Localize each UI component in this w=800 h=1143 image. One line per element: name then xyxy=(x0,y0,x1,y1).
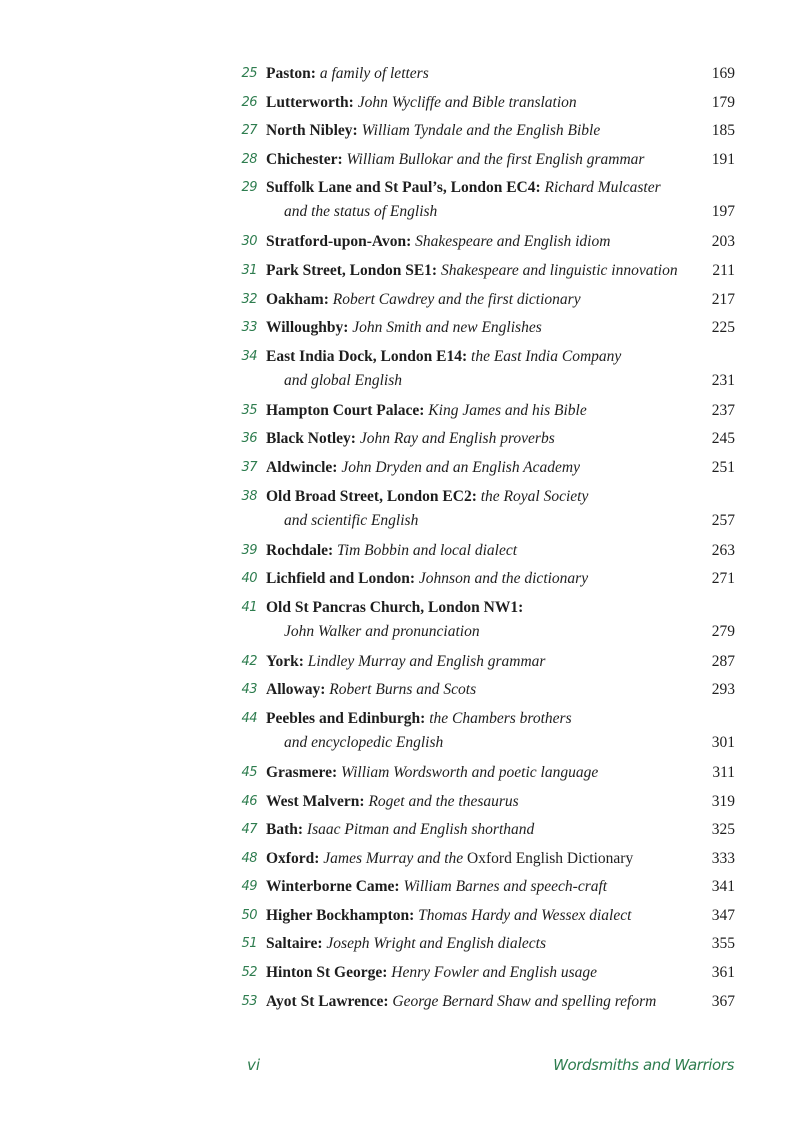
chapter-title xyxy=(266,539,685,563)
chapter-number: 47 xyxy=(241,822,257,838)
chapter-number: 30 xyxy=(241,234,257,250)
page-number: 179 xyxy=(711,93,735,111)
chapter-place: Chichester: xyxy=(266,150,343,168)
page-number: 279 xyxy=(711,622,735,640)
chapter-subject: Shakespeare and English idiom xyxy=(415,233,611,251)
chapter-subject: James Murray and the xyxy=(323,849,464,867)
chapter-subject: Joseph Wright and English dialects xyxy=(326,935,546,953)
chapter-number: 36 xyxy=(241,431,257,447)
toc-entry xyxy=(240,345,737,393)
chapter-subject: William Wordsworth and poetic language xyxy=(341,763,599,781)
chapter-title xyxy=(266,761,685,785)
chapter-number: 37 xyxy=(241,459,257,475)
chapter-place: Suffolk Lane and St Paul’s, London EC4: xyxy=(266,179,541,197)
chapter-number: 48 xyxy=(241,850,257,866)
toc-entry xyxy=(240,875,737,899)
chapter-number: 43 xyxy=(241,682,257,698)
chapter-subject: Robert Burns and Scots xyxy=(329,681,477,699)
chapter-place: Hinton St George: xyxy=(266,964,388,982)
page-number: 191 xyxy=(711,150,735,168)
chapter-subject: Henry Fowler and English usage xyxy=(391,964,598,982)
chapter-subject: King James and his Bible xyxy=(428,401,587,419)
chapter-place: York: xyxy=(266,652,304,670)
chapter-subject: William Tyndale and the English Bible xyxy=(361,122,601,140)
chapter-place: Park Street, London SE1: xyxy=(266,261,438,279)
chapter-title xyxy=(266,707,685,755)
page-number: 257 xyxy=(711,511,735,529)
toc-entry xyxy=(240,818,737,842)
chapter-subject: the Royal Society xyxy=(480,487,589,505)
chapter-number: 25 xyxy=(241,66,257,81)
chapter-number: 38 xyxy=(241,488,257,504)
page-number: 231 xyxy=(711,371,735,389)
chapter-number: 51 xyxy=(241,936,257,952)
chapter-place: Oakham: xyxy=(266,290,329,308)
chapter-title xyxy=(266,678,685,702)
chapter-title xyxy=(266,259,685,283)
chapter-subject: Roget and the thesaurus xyxy=(368,792,519,810)
chapter-title xyxy=(266,596,685,644)
chapter-number: 29 xyxy=(241,180,257,196)
chapter-title xyxy=(266,847,685,871)
chapter-number: 35 xyxy=(241,402,257,418)
chapter-subject-continued: and global English xyxy=(284,371,402,389)
chapter-place: Bath: xyxy=(266,821,304,839)
toc-entry xyxy=(240,176,737,224)
chapter-title xyxy=(266,230,685,254)
chapter-place: Rochdale: xyxy=(266,541,334,559)
chapter-title xyxy=(266,961,685,985)
toc-entry xyxy=(240,456,737,480)
chapter-subject: Johnson and the dictionary xyxy=(418,570,589,588)
chapter-subject-roman: Oxford English Dictionary xyxy=(467,849,634,867)
toc-entry xyxy=(240,904,737,928)
toc-entry xyxy=(240,316,737,340)
toc-entry xyxy=(240,596,737,644)
chapter-title xyxy=(266,91,685,115)
chapter-title xyxy=(266,485,685,533)
chapter-title xyxy=(266,790,685,814)
page-number: 293 xyxy=(711,681,735,699)
chapter-place: Saltaire: xyxy=(266,935,323,953)
chapter-subject-continued: and scientific English xyxy=(284,511,419,529)
chapter-title xyxy=(266,875,685,899)
page-number: 301 xyxy=(711,733,735,751)
chapter-title xyxy=(266,904,685,928)
page-number: 217 xyxy=(711,290,735,308)
page-number: 169 xyxy=(711,65,735,82)
chapter-title xyxy=(266,456,685,480)
chapter-subject-continued: and the status of English xyxy=(284,203,438,221)
chapter-title xyxy=(266,650,685,674)
toc-entry xyxy=(240,761,737,785)
chapter-place: Alloway: xyxy=(266,681,326,699)
toc-entry xyxy=(240,230,737,254)
chapter-subject: Richard Mulcaster xyxy=(544,179,661,197)
page-number: 185 xyxy=(711,122,735,140)
page-number: 361 xyxy=(711,964,735,982)
toc-entry xyxy=(240,650,737,674)
toc-entry xyxy=(240,790,737,814)
chapter-place: Black Notley: xyxy=(266,430,356,448)
chapter-number: 41 xyxy=(241,599,257,615)
chapter-number: 53 xyxy=(241,993,257,1009)
chapter-place: North Nibley: xyxy=(266,122,358,140)
chapter-title xyxy=(266,345,685,393)
page-number: 237 xyxy=(711,401,735,419)
footer-book-title: Wordsmiths and Warriors xyxy=(553,1056,734,1074)
chapter-number: 52 xyxy=(241,965,257,981)
chapter-place: Ayot St Lawrence: xyxy=(266,992,389,1010)
chapter-subject-continued: John Walker and pronunciation xyxy=(284,622,480,640)
chapter-number: 49 xyxy=(241,879,257,895)
chapter-number: 42 xyxy=(241,653,257,669)
chapter-title xyxy=(266,119,685,143)
page-number: 341 xyxy=(711,878,735,896)
page-number: 319 xyxy=(711,792,735,810)
chapter-subject: Shakespeare and linguistic innovation xyxy=(440,261,678,279)
chapter-title xyxy=(266,818,685,842)
toc-entry xyxy=(240,399,737,423)
chapter-number: 39 xyxy=(241,542,257,558)
chapter-title xyxy=(266,148,685,172)
chapter-subject: Robert Cawdrey and the first dictionary xyxy=(332,290,581,308)
chapter-place: Higher Bockhampton: xyxy=(266,906,415,924)
chapter-place: East India Dock, London E14: xyxy=(266,347,468,365)
chapter-title xyxy=(266,316,685,340)
chapter-subject: Tim Bobbin and local dialect xyxy=(337,541,518,559)
chapter-place: West Malvern: xyxy=(266,792,365,810)
chapter-place: Paston: xyxy=(266,65,316,82)
chapter-number: 32 xyxy=(241,291,257,307)
chapter-number: 34 xyxy=(241,348,257,364)
chapter-subject: Thomas Hardy and Wessex dialect xyxy=(418,906,632,924)
toc-entry xyxy=(240,119,737,143)
toc-entry xyxy=(240,427,737,451)
page-number: 367 xyxy=(711,992,735,1010)
toc-entry xyxy=(240,62,737,86)
page-number: 311 xyxy=(712,763,735,781)
toc-entry xyxy=(240,288,737,312)
toc-entry xyxy=(240,259,737,283)
chapter-title xyxy=(266,62,685,86)
toc-entry xyxy=(240,485,737,533)
chapter-title xyxy=(266,427,685,451)
chapter-number: 28 xyxy=(241,151,257,167)
chapter-title xyxy=(266,399,685,423)
chapter-title xyxy=(266,567,685,591)
page-number: 263 xyxy=(711,541,735,559)
chapter-place: Hampton Court Palace: xyxy=(266,401,425,419)
toc-entry xyxy=(240,678,737,702)
chapter-subject: a family of letters xyxy=(319,65,429,82)
chapter-subject: George Bernard Shaw and spelling reform xyxy=(392,992,657,1010)
chapter-title xyxy=(266,932,685,956)
chapter-number: 44 xyxy=(241,710,257,726)
chapter-number: 31 xyxy=(241,262,257,278)
toc-entry xyxy=(240,990,737,1014)
toc-entry xyxy=(240,707,737,755)
chapter-number: 50 xyxy=(241,907,257,923)
chapter-place: Willoughby: xyxy=(266,319,349,337)
page-number: 333 xyxy=(711,849,735,867)
toc-entry xyxy=(240,932,737,956)
toc-entry xyxy=(240,961,737,985)
page-number: 325 xyxy=(711,821,735,839)
page-number: 225 xyxy=(711,319,735,337)
page-number: 287 xyxy=(711,652,735,670)
chapter-place: Old Broad Street, London EC2: xyxy=(266,487,477,505)
chapter-number: 46 xyxy=(241,793,257,809)
chapter-subject: John Dryden and an English Academy xyxy=(341,458,580,476)
page-number: 211 xyxy=(712,261,735,279)
chapter-subject: Lindley Murray and English grammar xyxy=(307,652,546,670)
chapter-subject-continued: and encyclopedic English xyxy=(284,733,444,751)
chapter-number: 27 xyxy=(241,123,257,139)
toc-entry xyxy=(240,91,737,115)
chapter-place: Oxford: xyxy=(266,849,320,867)
chapter-subject: John Wycliffe and Bible translation xyxy=(357,93,577,111)
chapter-place: Grasmere: xyxy=(266,763,338,781)
chapter-place: Old St Pancras Church, London NW1: xyxy=(266,598,524,616)
page-number: 347 xyxy=(711,906,735,924)
chapter-subject: William Barnes and speech-craft xyxy=(403,878,608,896)
page-number: 355 xyxy=(711,935,735,953)
chapter-subject: William Bullokar and the first English grammar xyxy=(346,150,645,168)
page-number: 271 xyxy=(711,570,735,588)
toc-entry xyxy=(240,148,737,172)
chapter-number: 40 xyxy=(241,571,257,587)
table-of-contents xyxy=(240,62,737,1018)
toc-entry xyxy=(240,539,737,563)
chapter-subject: Isaac Pitman and English shorthand xyxy=(306,821,535,839)
chapter-title xyxy=(266,990,685,1014)
chapter-subject: the East India Company xyxy=(471,347,622,365)
chapter-number: 45 xyxy=(241,764,257,780)
chapter-subject: John Ray and English proverbs xyxy=(359,430,555,448)
page-number: 245 xyxy=(711,430,735,448)
chapter-subject: John Smith and new Englishes xyxy=(352,319,542,337)
chapter-place: Lichfield and London: xyxy=(266,570,416,588)
chapter-subject: the Chambers brothers xyxy=(429,709,572,727)
chapter-number: 26 xyxy=(241,94,257,110)
chapter-place: Aldwincle: xyxy=(266,458,338,476)
page-number: 251 xyxy=(711,458,735,476)
chapter-number: 33 xyxy=(241,320,257,336)
chapter-place: Peebles and Edinburgh: xyxy=(266,709,426,727)
toc-entry xyxy=(240,567,737,591)
page-number: 203 xyxy=(711,233,735,251)
chapter-place: Lutterworth: xyxy=(266,93,354,111)
chapter-place: Winterborne Came: xyxy=(266,878,400,896)
footer-page-number: vi xyxy=(247,1056,261,1074)
chapter-place: Stratford-upon-Avon: xyxy=(266,233,412,251)
toc-entry xyxy=(240,847,737,871)
chapter-title xyxy=(266,288,685,312)
page-number: 197 xyxy=(711,203,735,221)
chapter-title xyxy=(266,176,685,224)
